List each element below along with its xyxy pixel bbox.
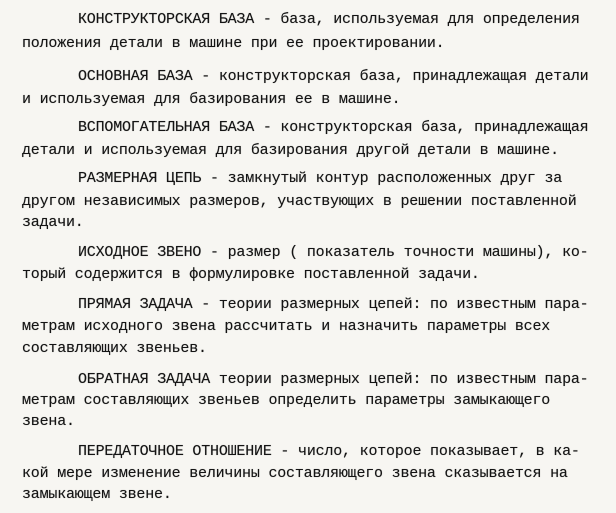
definition-line: детали и используемая для базирования другой детали в машине. <box>22 142 559 159</box>
definition-line: ОБРАТНАЯ ЗАДАЧА теории размерных цепей: по известным пара- <box>78 371 589 388</box>
definition-line: и используемая для базирования ее в машине. <box>22 91 401 108</box>
definition-line: ОСНОВНАЯ БАЗА - конструкторская база, принадлежащая детали <box>78 68 589 85</box>
definition-line: метрам исходного звена рассчитать и назначить параметры всех <box>22 318 551 335</box>
definition-line: положения детали в машине при ее проектировании. <box>22 35 445 52</box>
definition-line: составляющих звеньев. <box>22 340 207 357</box>
definition-line: замыкающем звене. <box>22 486 172 503</box>
definition-line: ПРЯМАЯ ЗАДАЧА - теории размерных цепей: по известным пара- <box>78 296 589 313</box>
definition-line: торый содержится в формулировке поставленной задачи. <box>22 266 480 283</box>
definition-line: задачи. <box>22 214 84 231</box>
definition-line: звена. <box>22 413 75 430</box>
definition-line: кой мере изменение величины составляющего звена сказывается на <box>22 465 568 482</box>
definition-line: другом независимых размеров, участвующих в решении поставленной <box>22 193 577 210</box>
definition-line: ВСПОМОГАТЕЛЬНАЯ БАЗА - конструкторская база, принадлежащая <box>78 119 589 136</box>
definition-line: ИСХОДНОЕ ЗВЕНО - размер ( показатель точности машины), ко- <box>78 244 589 261</box>
definition-line: ПЕРЕДАТОЧНОЕ ОТНОШЕНИЕ - число, которое показывает, в ка- <box>78 443 580 460</box>
definition-line: метрам составляющих звеньев определить параметры замыкающего <box>22 392 551 409</box>
definition-line: РАЗМЕРНАЯ ЦЕПЬ - замкнутый контур расположенных друг за <box>78 170 563 187</box>
definition-line: КОНСТРУКТОРСКАЯ БАЗА - база, используемая для определения <box>78 11 580 28</box>
